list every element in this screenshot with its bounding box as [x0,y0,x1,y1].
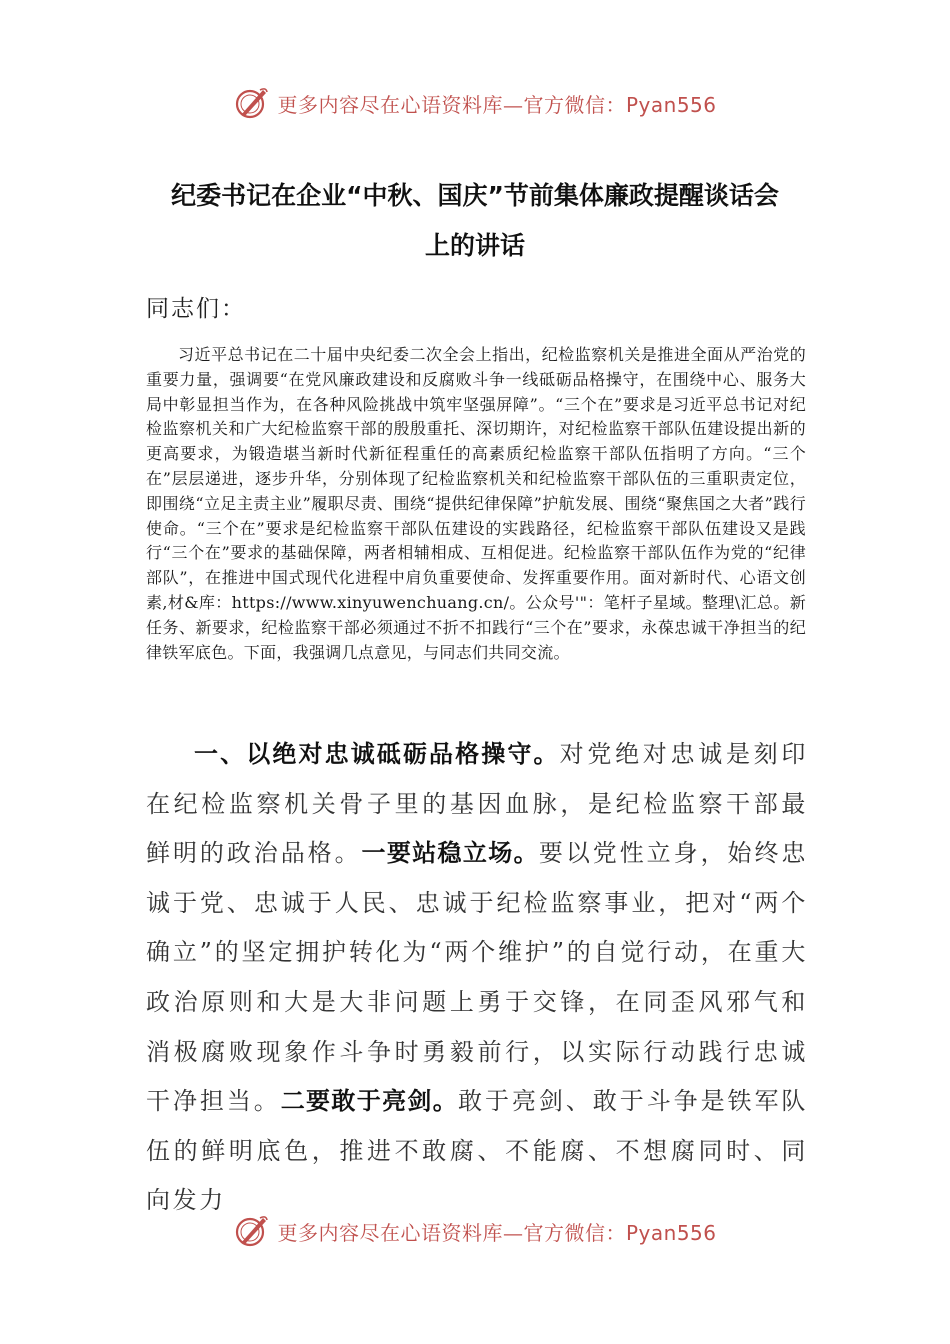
section-1-paragraph [146,730,809,1215]
section-1-heading: 一、以绝对忠诚砥砺品格操守。 [194,740,560,768]
watermark-text: 更多内容尽在心语资料库—官方微信：Pyan556 [277,92,717,117]
point-2-heading: 二要敢于亮剑。 [280,1087,459,1116]
point-1-text: 要以党性立身，始终忠诚于党、忠诚于人民、忠诚于纪检监察事业，把对“两个确立”的坚定拥护转化为“两个维护”的自觉行动，在重大政治原则和大是大非问题上勇于交锋，在同歪风邪气和消极腐败现象作斗争时勇毅前行，以实际行动践行忠诚干净担当。 [146,839,808,1116]
point-2-text: 敢于亮剑、敢于斗争是铁军队伍的鲜明底色，推进不敢腐、不能腐、不想腐同时、同向发力 [146,1087,809,1215]
watermark-banner-bottom [0,1206,950,1256]
watermark-banner-top [0,78,950,128]
quill-pen-logo [233,85,269,121]
intro-paragraph: 习近平总书记在二十届中央纪委二次全会上指出，纪检监察机关是推进全面从严治党的重要力量，强调要“在党风廉政建设和反腐败斗争一线砥砺品格操守，在围绕中心、服务大局中彰显担当作为，在各种风险挑战中筑牢坚强屏障”。“三个在”要求是习近平总书记对纪检监察机关和广大纪检监察干部的殷殷重托、深切期许，对纪检监察干部队伍建设提出新的更高要求，为锻造堪当新时代新征程重任的高素质纪检监察干部队伍指明了方向。“三个在”层层递进，逐步升华，分别体现了纪检监察机关和纪检监察干部队伍的三重职责定位，即围绕“立足主责主业”履职尽责、围绕“提供纪律保障”护航发展、围绕“聚焦国之大者”践行使命。“三个在”要求是纪检监察干部队伍建设的实践路径，纪检监察干部队伍建设又是践行“三个在”要求的基础保障，两者相辅相成、互相促进。纪检监察干部队伍作为党的“纪律部队”，在推进中国式现代化进程中肩负重要使命、发挥重要作用。面对新时代、心语文创素,材&库：https://www.xinyuwenchuang.cn/。公众号'"：笔杆子星域。整理\汇总。新任务、新要求，纪检监察干部必须通过不折不扣践行“三个在”要求，永葆忠诚干净担当的纪律铁军底色。下面，我强调几点意见，与同志们共同交流。 [146,345,806,662]
watermark-text: 更多内容尽在心语资料库—官方微信：Pyan556 [277,1220,717,1245]
point-1-heading: 一要站稳立场。 [361,839,539,868]
section-1-text: 对党绝对忠诚是刻印在纪检监察机关骨子里的基因血脉，是纪检监察干部最鲜明的政治品格。 [146,740,808,868]
document-title-line-2: 上的讲话 [424,231,525,260]
document-title-line-1: 纪委书记在企业“中秋、国庆”节前集体廉政提醒谈话会 [171,181,779,210]
salutation: 同志们： [146,296,246,322]
quill-pen-logo [233,1213,269,1249]
